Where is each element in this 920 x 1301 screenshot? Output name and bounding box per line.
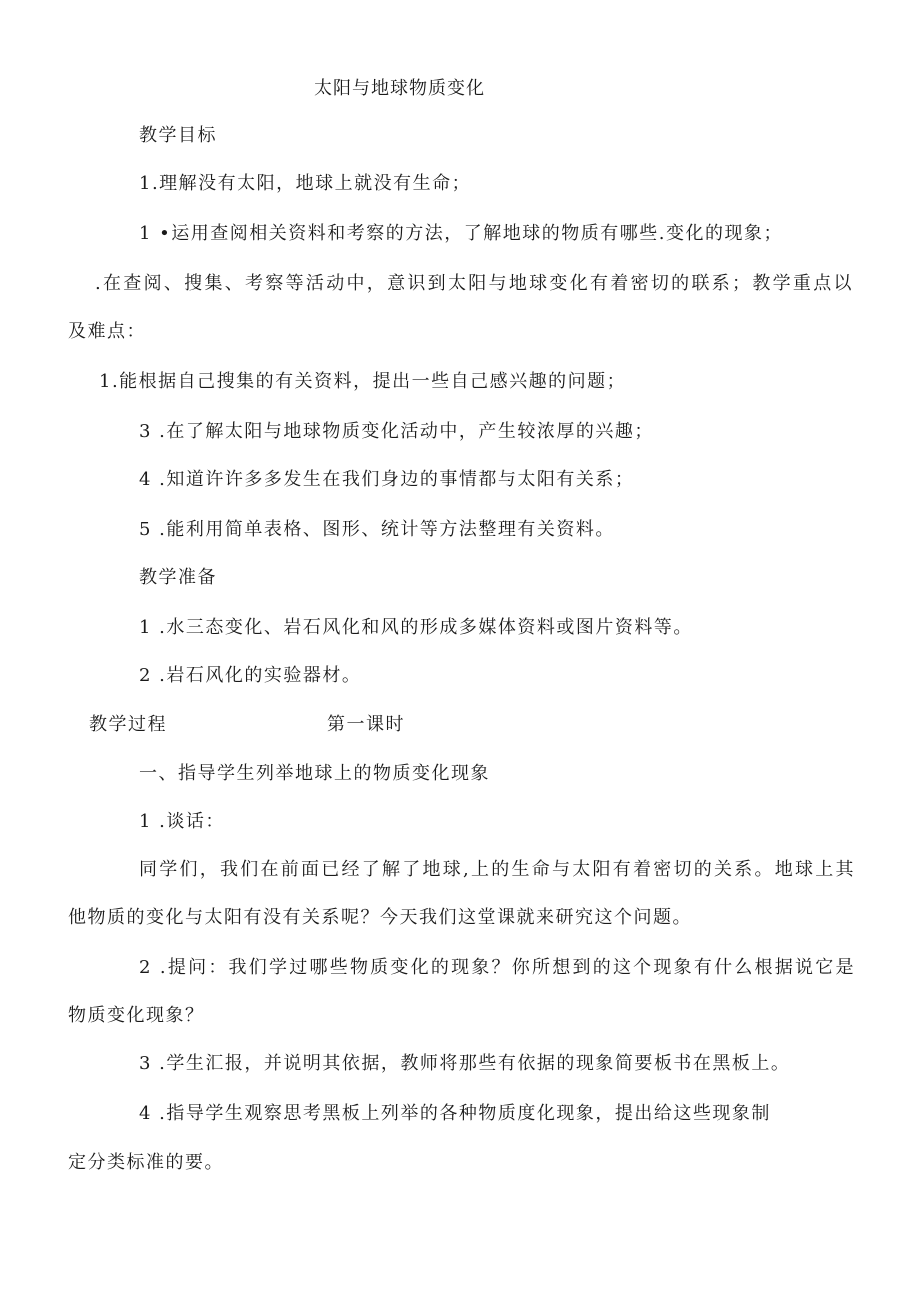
step-heading: 一、指导学生列举地球上的物质变化现象 xyxy=(139,763,490,784)
step-2-line-1: 2 .提问：我们学过哪些物质变化的现象？你所想到的这个现象有什么根据说它是 xyxy=(139,957,855,978)
process-heading: 教学过程 xyxy=(89,714,167,735)
lesson-label: 第一课时 xyxy=(327,714,405,735)
objective-1: 1.理解没有太阳，地球上就没有生命； xyxy=(139,173,472,194)
document-title: 太阳与地球物质变化 xyxy=(314,78,485,99)
key-point-4: 4 .知道许许多多发生在我们身边的事情都与太阳有关系； xyxy=(139,469,635,490)
talk-line-2: 他物质的变化与太阳有没有关系呢？今天我们这堂课就来研究这个问题。 xyxy=(68,907,692,928)
key-point-1: 1.能根据自己搜集的有关资料，提出一些自己感兴趣的问题； xyxy=(99,371,627,392)
step-1: 1 .谈话： xyxy=(139,811,225,832)
talk-line-1: 同学们，我们在前面已经了解了地球,上的生命与太阳有着密切的关系。地球上其 xyxy=(139,859,855,880)
prep-item-1: 1 .水三态变化、岩石风化和风的形成多媒体资料或图片资料等。 xyxy=(139,617,693,638)
key-point-5: 5 .能利用简单表格、图形、统计等方法整理有关资料。 xyxy=(139,519,615,540)
step-4-line-2: 定分类标准的要。 xyxy=(68,1152,224,1173)
objectives-heading: 教学目标 xyxy=(139,125,217,146)
step-2-line-2: 物质变化现象？ xyxy=(68,1005,205,1026)
step-3: 3 .学生汇报，并说明其依据，教师将那些有依据的现象简要板书在黑板上。 xyxy=(139,1053,791,1074)
objective-3-line-2: 及难点： xyxy=(68,321,146,342)
step-4-line-1: 4 .指导学生观察思考黑板上列举的各种物质度化现象，提出给这些现象制 xyxy=(139,1103,771,1124)
prep-item-2: 2 .岩石风化的实验器材。 xyxy=(139,665,362,686)
objective-3-line-1: .在查阅、搜集、考察等活动中，意识到太阳与地球变化有着密切的联系；教学重点以 xyxy=(95,273,853,294)
prep-heading: 教学准备 xyxy=(139,567,217,588)
objective-2: 1 •运用查阅相关资料和考察的方法，了解地球的物质有哪些.变化的现象； xyxy=(139,223,784,244)
key-point-3: 3 .在了解太阳与地球物质变化活动中，产生较浓厚的兴趣； xyxy=(139,421,654,442)
